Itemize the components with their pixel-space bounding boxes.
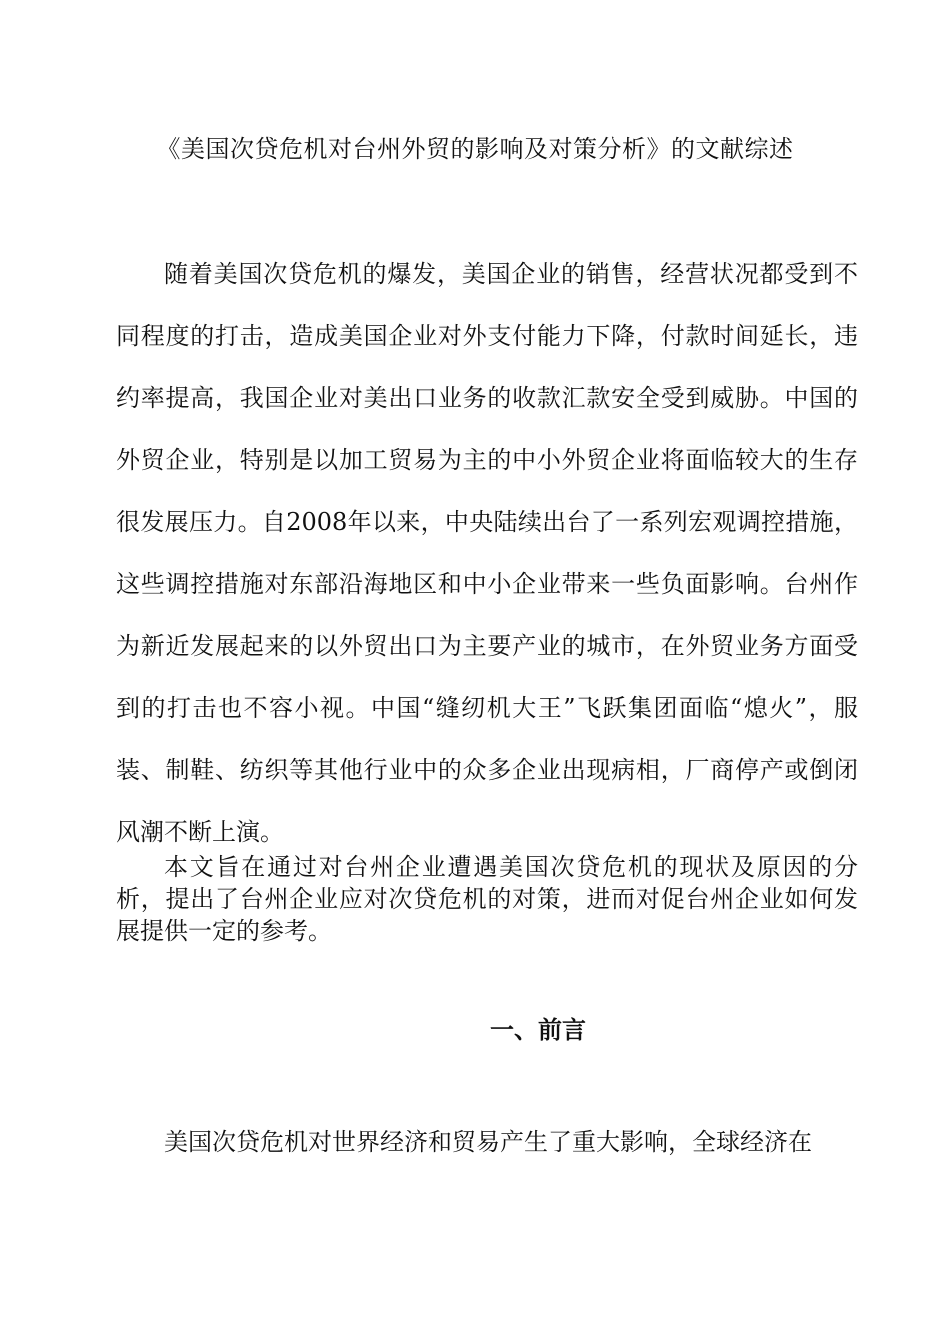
body-paragraph-1: 随着美国次贷危机的爆发，美国企业的销售，经营状况都受到不同程度的打击，造成美国企业对外支付能力下降，付款时间延长，违约率提高，我国企业对美出口业务的收款汇款安全受到威胁。中国的外贸企业，特别是以加工贸易为主的中小外贸企业将面临较大的生存很发展压力。自2008年以来，中央陆续出台了一系列宏观调控措施，这些调控措施对东部沿海地区和中小企业带来一些负面影响。台州作为新近发展起来的以外贸出口为主要产业的城市，在外贸业务方面受到的打击也不容小视。中国“缝纫机大王”飞跃集团面临“熄火”，服装、制鞋、纺织等其他行业中的众多企业出现病相，厂商停产或倒闭风潮不断上演。 — [116, 260, 858, 846]
section-heading-preface: 一、前言 — [490, 1016, 586, 1044]
document-title: 《美国次贷危机对台州外贸的影响及对策分析》的文献综述 — [156, 135, 794, 163]
section-paragraph-1: 美国次贷危机对世界经济和贸易产生了重大影响，全球经济在 — [164, 1128, 812, 1156]
body-paragraph-2: 本文旨在通过对台州企业遭遇美国次贷危机的现状及原因的分析，提出了台州企业应对次贷危机的对策，进而对促台州企业如何发展提供一定的参考。 — [116, 853, 858, 945]
